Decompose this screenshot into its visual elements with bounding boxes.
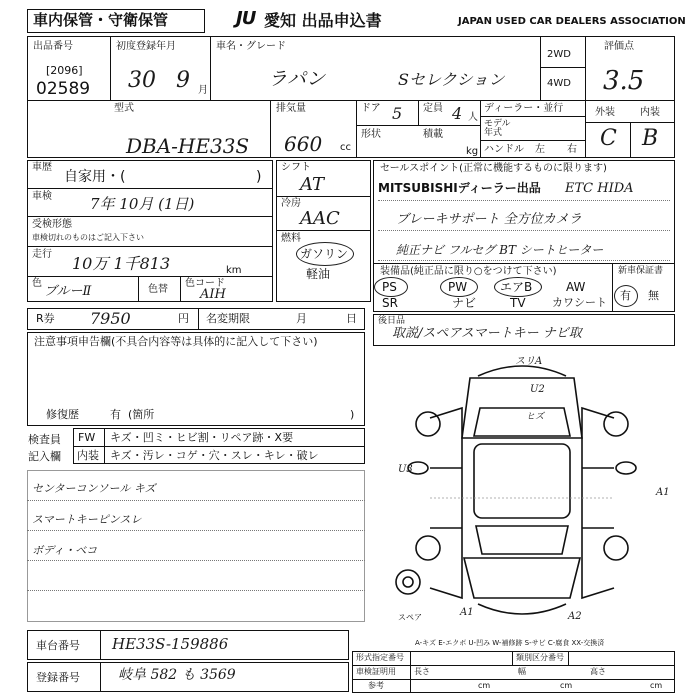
disp-value: 660 (284, 132, 323, 156)
ju-logo: JU (236, 8, 256, 29)
trunk (464, 558, 580, 598)
dotted-line (378, 260, 670, 261)
dmg-l1: U3 (398, 464, 413, 475)
recv-note: 車検切れのものはご記入下さい (32, 233, 144, 242)
shaken-label: 車検 (32, 191, 52, 202)
reg-label: 初度登録年月 (116, 41, 176, 52)
note-1: センターコンソール キズ (32, 482, 156, 495)
divider (100, 662, 101, 692)
sales-line-3: 純正ナビ フルセグ BT シートヒーター (396, 243, 604, 257)
equip-airbag: エアB (500, 280, 533, 294)
model-label: 型式 (114, 103, 134, 114)
sales-line-2: ブレーキサポート 全方位カメラ (396, 212, 582, 227)
divider (410, 651, 411, 693)
cap-value: 4 (452, 104, 463, 123)
cm-1: cm (478, 681, 491, 690)
shape-cert-label: 形式指定番号 (356, 653, 404, 662)
doors-label: ドア (361, 103, 381, 114)
dotted-line (27, 590, 365, 591)
equip-navi: ナビ (452, 296, 477, 310)
divider (356, 100, 357, 158)
cert-label: 車検証明用 (356, 667, 396, 676)
doors-value: 5 (392, 104, 403, 123)
inspector-fw: FW (78, 431, 96, 444)
right-side (582, 408, 614, 598)
chassis-label: 車台番号 (36, 639, 80, 652)
ac-value: AAC (300, 208, 340, 229)
form-title: 愛知 出品申込書 (264, 11, 382, 30)
wheel-fr (604, 412, 628, 436)
dmg-bl: A1 (460, 607, 474, 618)
divider (612, 263, 613, 312)
note-3: ボディ・ベコ (32, 544, 98, 557)
name-label: 車名・グレード (216, 41, 286, 52)
mileage-unit: km (226, 265, 242, 276)
cm-2: cm (560, 681, 573, 690)
wheel-fl (416, 412, 440, 436)
inspector-label-2: 記入欄 (28, 450, 61, 463)
dotted-line (27, 530, 365, 531)
fuel-diesel: 軽油 (306, 267, 331, 281)
drive-4wd: 4WD (547, 78, 571, 89)
class-cert-label: 類別区分番号 (516, 653, 564, 662)
color-label: 色 (32, 278, 42, 289)
shaken-value: 7年 10月 (1日) (90, 195, 195, 213)
divider (180, 276, 181, 302)
car-grade: Sセレクション (398, 70, 505, 89)
warranty-circle (614, 285, 638, 307)
circle-airbag (494, 277, 542, 297)
lot-number: 02589 (36, 79, 91, 99)
divider (73, 446, 365, 447)
divider (512, 651, 513, 665)
storage-label: 車内保管・守衛保管 (33, 11, 169, 29)
left-side (430, 408, 462, 598)
warranty-yes: 有 (620, 289, 631, 302)
divider (568, 651, 569, 665)
car-name: ラパン (268, 68, 326, 90)
circle-pw (440, 277, 478, 297)
lot-small: [2096] (46, 64, 83, 77)
damage-legend: A-キズ E-エクボ U-凹み W-補修跡 S-サビ C-腐食 XX-交換済 (415, 639, 605, 647)
shift-label: シフト (281, 162, 311, 173)
rprice-unit: 円 (178, 312, 189, 325)
divider (418, 100, 419, 125)
dmg-br: A2 (568, 611, 582, 622)
equip-seat: カワシート (552, 296, 607, 309)
exterior-label: 外装 (595, 107, 615, 118)
name-change-day: 日 (346, 312, 357, 325)
sales-label: セールスポイント(正常に機能するものに限ります) (380, 163, 607, 174)
repair-value: 有 (110, 408, 121, 421)
length-label: 長さ (414, 667, 430, 676)
handle-left: 左 (535, 144, 545, 155)
wheel-rl (416, 536, 440, 560)
divider (630, 122, 631, 158)
color-value: ブルーⅡ (44, 284, 92, 299)
divider (356, 125, 480, 126)
divider (210, 36, 211, 100)
repair-close: ) (350, 408, 355, 421)
warranty-label: 新車保証書 (618, 266, 664, 276)
divider (198, 308, 199, 330)
spare-label: スペア (398, 613, 422, 622)
inspector-fw-items: キズ・凹ミ・ヒビ割・リペア跡・X要 (110, 431, 294, 444)
interior-grade: B (642, 126, 659, 151)
divider (585, 36, 586, 158)
drive-2wd: 2WD (547, 49, 571, 60)
divider (540, 67, 585, 68)
plate-value: 岐阜 582 も 3569 (118, 667, 236, 683)
cap-label: 定員 (423, 103, 443, 114)
divider (540, 36, 541, 100)
mileage-value: 10万 1千813 (72, 254, 171, 273)
inspector-label-1: 検査員 (28, 433, 61, 446)
divider (27, 100, 675, 101)
equip-pw: PW (448, 280, 468, 294)
inspector-interior-items: キズ・汚レ・コゲ・穴・スレ・キレ・破レ (110, 449, 319, 462)
spare-tire (396, 570, 420, 594)
reg-month-unit: 月 (198, 85, 208, 96)
divider (27, 276, 273, 277)
mileage-label: 走行 (32, 249, 52, 260)
divider (27, 246, 273, 247)
height-label: 高さ (590, 667, 606, 676)
dealer-label: ディーラー・並行 (484, 103, 564, 114)
warranty-no: 無 (648, 289, 659, 302)
rear-label: 後日品 (378, 316, 406, 326)
disp-label: 排気量 (276, 103, 306, 114)
divider (270, 100, 271, 158)
ref-label: 参考 (368, 681, 384, 690)
fuel-circle (296, 242, 354, 266)
divider (276, 230, 371, 231)
model-value: DBA-HE33S (126, 134, 250, 158)
association-name: JAPAN USED CAR DEALERS ASSOCIATION (458, 16, 686, 27)
divider (480, 116, 585, 117)
lot-label: 出品番号 (33, 41, 73, 52)
note-2: スマートキーピンスレ (32, 513, 142, 526)
rear-window (476, 526, 568, 554)
circle-ps (374, 277, 408, 297)
reg-year: 30 (128, 68, 156, 93)
divider (110, 36, 111, 100)
divider (352, 665, 675, 666)
rprice-frame (27, 308, 365, 330)
equip-sr: SR (382, 296, 398, 310)
divider (100, 630, 101, 660)
front-bumper (478, 366, 566, 376)
notice-label: 注意事項申告欄(不具合内容等は具体的に記入して下さい) (34, 335, 318, 348)
dotted-line (27, 500, 365, 501)
color-code-label: 色コード (185, 278, 225, 289)
inspector-interior: 内装 (77, 449, 99, 462)
load-unit: kg (466, 146, 479, 157)
repair-label: 修復歴 (46, 408, 79, 421)
exterior-grade: C (600, 126, 617, 151)
divider (276, 196, 371, 197)
load-label: 積載 (423, 129, 443, 140)
wheel-rr (604, 536, 628, 560)
handle-right: 右 (567, 144, 577, 155)
dotted-line (378, 230, 670, 231)
fuel-label: 燃料 (281, 233, 301, 244)
name-change-month: 月 (296, 312, 307, 325)
history-close: ) (256, 169, 262, 185)
sales-line-1: ETC HIDA (565, 181, 634, 196)
fuel-gasoline: ガソリン (300, 247, 349, 261)
model-year-label: モデル年式 (484, 119, 511, 138)
dmg-top: スリA (515, 356, 543, 367)
color-code-value: AIH (200, 287, 226, 302)
history-label: 車歴 (32, 162, 52, 173)
rear-value: 取説/スペアスマートキー ナビ取 (392, 326, 582, 341)
handle-label: ハンドル (484, 144, 524, 155)
cm-3: cm (650, 681, 663, 690)
rear-bumper (478, 604, 566, 614)
width-label: 幅 (518, 667, 526, 676)
car-diagram (370, 348, 675, 638)
dotted-line (27, 560, 365, 561)
interior-label: 内装 (640, 107, 660, 118)
rprice-label: R券 (36, 312, 55, 325)
divider (138, 276, 139, 302)
shift-value: AT (300, 174, 325, 195)
name-change-label: 名変期限 (206, 312, 250, 325)
recv-label: 受検形態 (32, 219, 72, 230)
plate-label: 登録番号 (36, 671, 80, 684)
cap-unit: 人 (468, 112, 478, 123)
equip-aw: AW (566, 280, 586, 294)
mitsubishi-label: MITSUBISHIディーラー出品 (378, 181, 541, 195)
divider (373, 263, 675, 264)
history-value: 自家用・( (64, 169, 126, 185)
reg-month: 9 (176, 68, 190, 93)
equip-tv: TV (510, 296, 526, 310)
color-change-label: 色替 (148, 284, 168, 295)
score-value: 3.5 (603, 66, 645, 96)
equip-label: 装備品(純正品に限り○をつけて下さい) (380, 266, 557, 277)
windshield (474, 408, 570, 436)
repair-place: (箇所 (128, 408, 155, 421)
divider (480, 140, 585, 141)
score-label: 評価点 (604, 41, 634, 52)
shape-label: 形状 (361, 129, 381, 140)
ac-label: 冷房 (281, 198, 301, 209)
disp-unit: cc (340, 142, 351, 153)
divider (104, 428, 105, 464)
dotted-line (378, 200, 670, 201)
chassis-value: HE33S-159886 (112, 635, 229, 653)
rprice-value: 7950 (90, 309, 131, 328)
divider (27, 188, 273, 189)
divider (352, 679, 675, 680)
divider (27, 216, 273, 217)
divider (480, 100, 481, 158)
dmg-u1: U2 (530, 384, 545, 395)
dmg-b1: ヒズ (526, 412, 545, 422)
equip-ps: PS (382, 280, 397, 294)
roof (474, 444, 570, 518)
dmg-r1: A1 (656, 487, 670, 498)
